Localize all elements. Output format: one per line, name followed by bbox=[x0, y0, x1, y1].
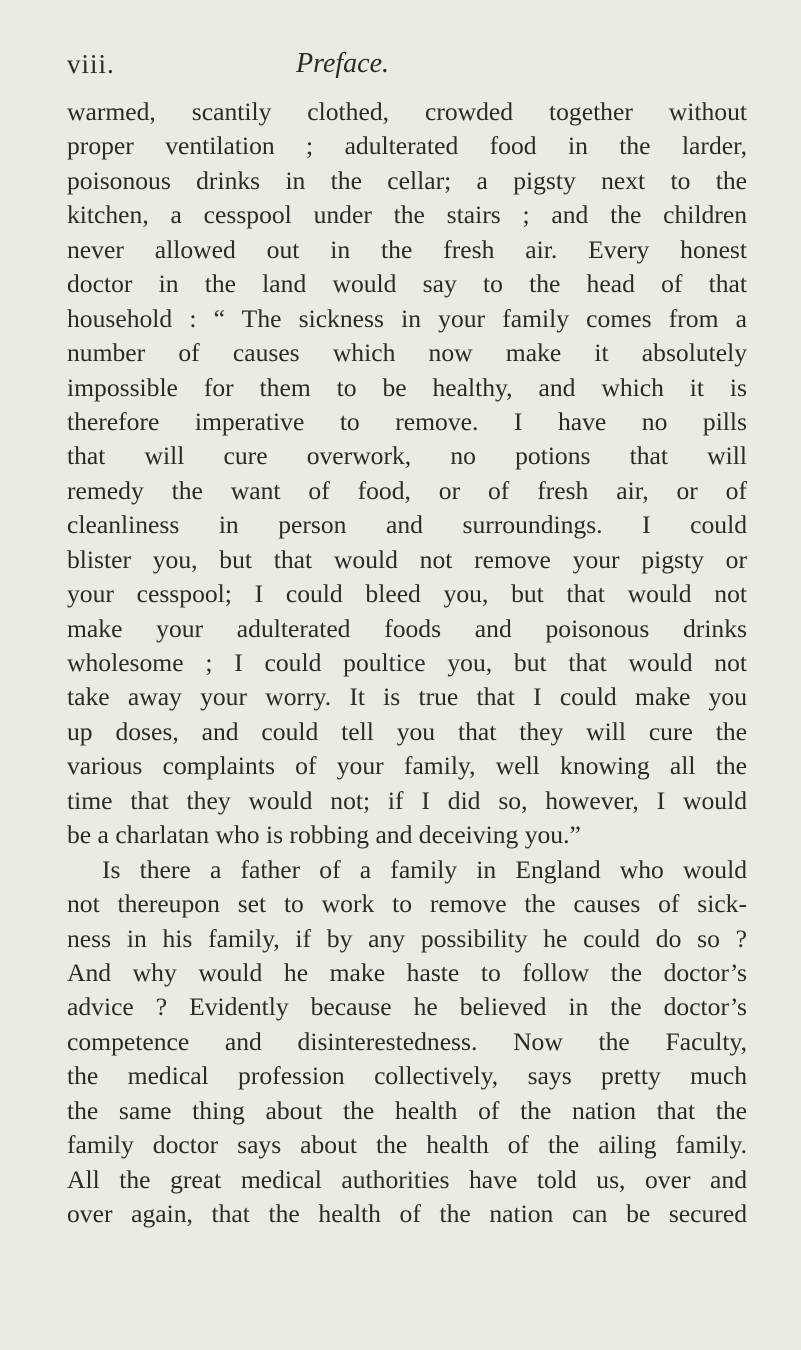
text-line: never allowed out in the fresh air. Every honest bbox=[67, 234, 747, 264]
text-line: advice ? Evidently because he believed in the doctor’s bbox=[67, 992, 747, 1022]
text-line: cleanliness in person and surroundings. I could bbox=[67, 510, 747, 540]
page-header bbox=[67, 44, 747, 84]
text-line: make your adulterated foods and poisonous drinks bbox=[67, 613, 747, 643]
text-line: kitchen, a cesspool under the stairs ; and the children bbox=[67, 200, 747, 230]
text-line: time that they would not; if I did so, however, I would bbox=[67, 785, 747, 815]
text-line: proper ventilation ; adulterated food in the larder, bbox=[67, 131, 747, 161]
text-line: wholesome ; I could poultice you, but that would not bbox=[67, 648, 747, 677]
text-line: blister you, but that would not remove your pigsty or bbox=[67, 544, 747, 574]
text-line: take away your worry. It is true that I could make you bbox=[67, 682, 747, 712]
text-line: household : “ The sickness in your family comes from a bbox=[67, 303, 747, 333]
body-text bbox=[67, 95, 747, 1231]
text-line: poisonous drinks in the cellar; a pigsty next to the bbox=[67, 165, 747, 195]
text-line: family doctor says about the health of the ailing family. bbox=[67, 1130, 747, 1160]
text-line: therefore imperative to remove. I have no pills bbox=[67, 406, 747, 436]
text-line: impossible for them to be healthy, and which it is bbox=[67, 372, 747, 402]
text-line: And why would he make haste to follow the doctor’s bbox=[67, 957, 747, 987]
text-line: your cesspool; I could bleed you, but that would not bbox=[67, 579, 747, 609]
text-line: up doses, and could tell you that they will cure the bbox=[67, 716, 747, 746]
text-line: remedy the want of food, or of fresh air, or of bbox=[67, 475, 747, 505]
text-line: various complaints of your family, well knowing all the bbox=[67, 751, 747, 781]
text-line: the medical profession collectively, says pretty much bbox=[67, 1061, 747, 1091]
text-line: that will cure overwork, no potions that will bbox=[67, 441, 747, 471]
page-number: viii. bbox=[67, 49, 115, 79]
text-line: doctor in the land would say to the head of that bbox=[67, 269, 747, 299]
text-line: over again, that the health of the nation can be secured bbox=[67, 1199, 747, 1228]
text-line: ness in his family, if by any possibility he could do so ? bbox=[67, 923, 747, 953]
text-line-paragraph-end: be a charlatan who is robbing and deceiving you.” bbox=[67, 820, 581, 850]
text-line: All the great medical authorities have told us, over and bbox=[67, 1164, 747, 1194]
text-line: warmed, scantily clothed, crowded together without bbox=[67, 97, 747, 126]
text-line: number of causes which now make it absolutely bbox=[67, 338, 747, 368]
running-head: Preface. bbox=[296, 48, 390, 79]
text-line: competence and disinterestedness. Now the Faculty, bbox=[67, 1026, 747, 1056]
text-line-paragraph-start: Is there a father of a family in England who would bbox=[102, 854, 747, 884]
text-line: the same thing about the health of the nation that the bbox=[67, 1095, 747, 1125]
text-line: not thereupon set to work to remove the causes of sick- bbox=[67, 889, 747, 919]
